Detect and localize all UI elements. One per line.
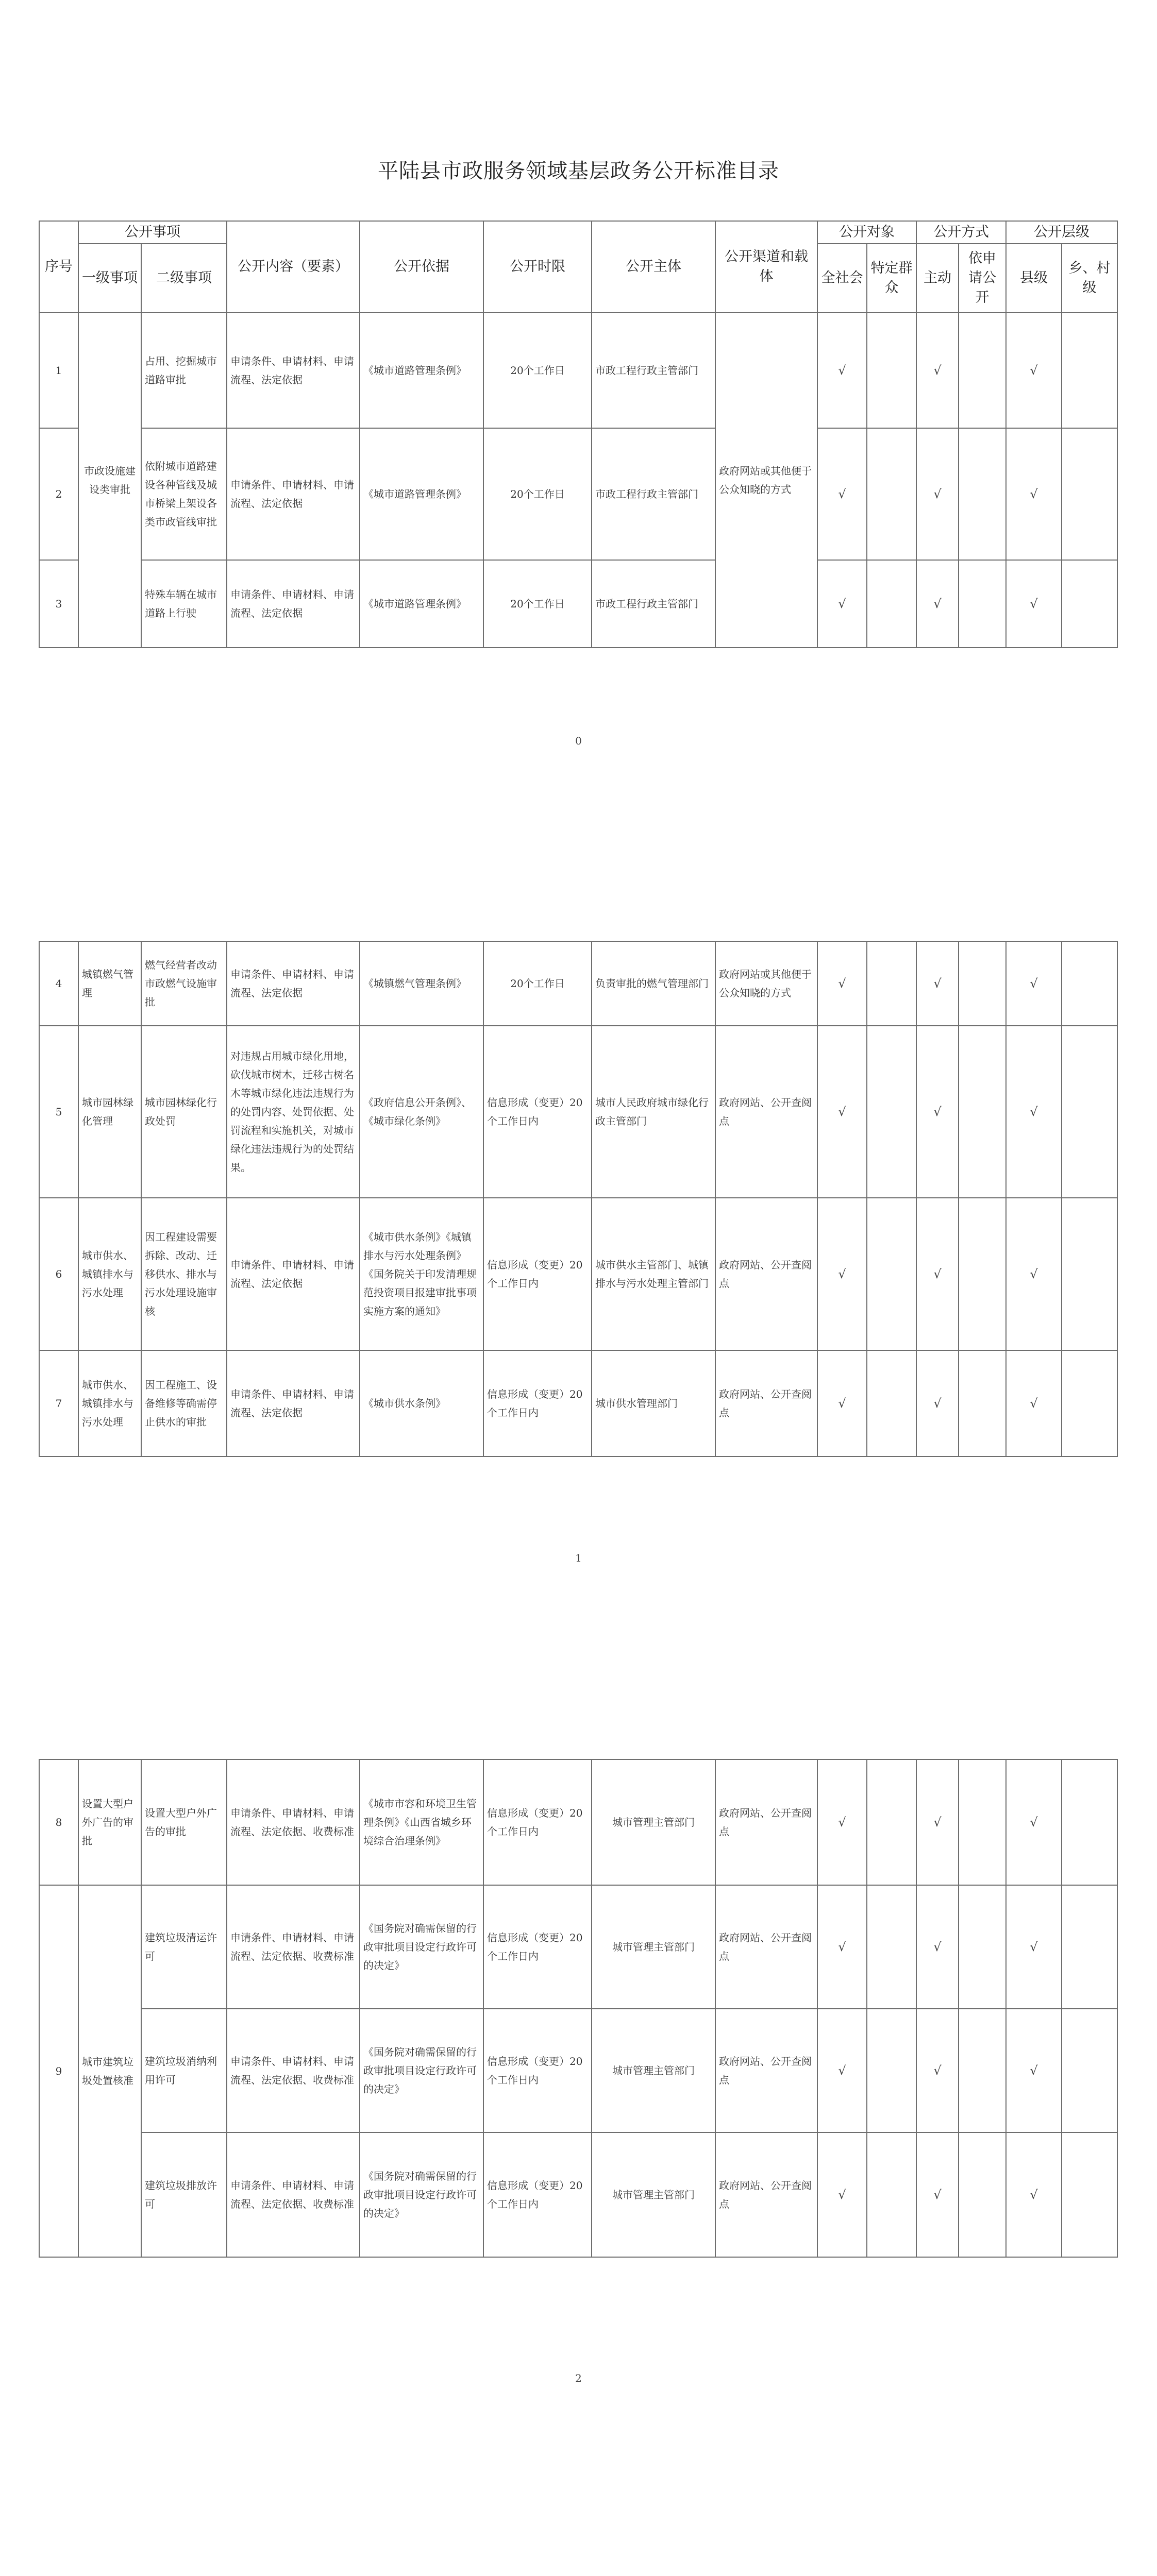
- check-mark: √: [817, 1026, 867, 1198]
- row-level1: 市政设施建设类审批: [78, 313, 141, 648]
- row-timelimit: 信息形成（变更）20个工作日内: [483, 1350, 592, 1456]
- header-method-active: 主动: [916, 244, 959, 313]
- row-level2: 城市园林绿化行政处罚: [141, 1026, 227, 1198]
- row-level2: 设置大型户外广告的审批: [141, 1759, 227, 1885]
- row-level2: 建筑垃圾排放许可: [141, 2132, 227, 2257]
- check-mark: √: [817, 1759, 867, 1885]
- row-basis: 《城市供水条例》《城镇排水与污水处理条例》《国务院关于印发清理规范投资项目报建审批事项实施方案的通知》: [360, 1198, 483, 1350]
- row-subject: 城市供水管理部门: [592, 1350, 715, 1456]
- row-level1: 城市供水、城镇排水与污水处理: [78, 1350, 141, 1456]
- row-timelimit: 20个工作日: [483, 941, 592, 1026]
- table-row: [39, 1198, 1117, 1350]
- header-methods: 公开方式: [916, 221, 1006, 244]
- row-channel: 政府网站或其他便于公众知晓的方式: [715, 941, 817, 1026]
- header-level-town: 乡、村级: [1062, 244, 1117, 313]
- table-page-1: [39, 221, 1118, 648]
- table-page-3: [39, 1759, 1118, 2258]
- row-no: 2: [39, 428, 78, 560]
- row-no: 5: [39, 1026, 78, 1198]
- row-no: 3: [39, 560, 78, 648]
- row-timelimit: 信息形成（变更）20个工作日内: [483, 1198, 592, 1350]
- row-basis: 《国务院对确需保留的行政审批项目设定行政许可的决定》: [360, 2009, 483, 2132]
- header-obj-all: 全社会: [817, 244, 867, 313]
- row-content: 申请条件、申请材料、申请流程、法定依据、收费标准: [227, 2132, 360, 2257]
- row-timelimit: 信息形成（变更）20个工作日内: [483, 1026, 592, 1198]
- row-subject: 负责审批的燃气管理部门: [592, 941, 715, 1026]
- row-level2: 特殊车辆在城市道路上行驶: [141, 560, 227, 648]
- row-basis: 《城镇燃气管理条例》: [360, 941, 483, 1026]
- row-subject: 城市人民政府城市绿化行政主管部门: [592, 1026, 715, 1198]
- check-mark: √: [817, 2009, 867, 2132]
- header-timelimit: 公开时限: [483, 221, 592, 313]
- row-basis: 《城市市容和环境卫生管理条例》《山西省城乡环境综合治理条例》: [360, 1759, 483, 1885]
- check-mark: √: [1006, 2009, 1062, 2132]
- row-level1: 城市建筑垃圾处置核准: [78, 1885, 141, 2257]
- header-matters: 公开事项: [78, 221, 227, 244]
- check-mark: √: [817, 560, 867, 648]
- row-subject: 市政工程行政主管部门: [592, 428, 715, 560]
- row-subject: 城市管理主管部门: [592, 2009, 715, 2132]
- check-mark: √: [916, 1759, 959, 1885]
- header-level-county: 县级: [1006, 244, 1062, 313]
- row-no: 7: [39, 1350, 78, 1456]
- check-mark: √: [1006, 1198, 1062, 1350]
- row-subject: 市政工程行政主管部门: [592, 313, 715, 428]
- header-level2: 二级事项: [141, 244, 227, 313]
- row-content: 申请条件、申请材料、申请流程、法定依据: [227, 560, 360, 648]
- header-channel: 公开渠道和载体: [715, 221, 817, 313]
- row-basis: 《城市供水条例》: [360, 1350, 483, 1456]
- check-mark: √: [916, 428, 959, 560]
- row-content: 申请条件、申请材料、申请流程、法定依据: [227, 1198, 360, 1350]
- row-basis: 《城市道路管理条例》: [360, 428, 483, 560]
- header-subject: 公开主体: [592, 221, 715, 313]
- check-mark: √: [1006, 1759, 1062, 1885]
- table-row: [39, 560, 1117, 648]
- check-mark: √: [1006, 1026, 1062, 1198]
- row-level2: 建筑垃圾清运许可: [141, 1885, 227, 2009]
- check-mark: √: [1006, 1885, 1062, 2009]
- check-mark: √: [817, 1198, 867, 1350]
- row-subject: 市政工程行政主管部门: [592, 560, 715, 648]
- check-mark: √: [916, 1198, 959, 1350]
- header-content: 公开内容（要素）: [227, 221, 360, 313]
- header-obj-specific: 特定群众: [867, 244, 916, 313]
- check-mark: √: [916, 941, 959, 1026]
- row-basis: 《国务院对确需保留的行政审批项目设定行政许可的决定》: [360, 2132, 483, 2257]
- header-basis: 公开依据: [360, 221, 483, 313]
- row-content: 申请条件、申请材料、申请流程、法定依据: [227, 1350, 360, 1456]
- row-timelimit: 信息形成（变更）20个工作日内: [483, 2009, 592, 2132]
- check-mark: √: [1006, 1350, 1062, 1456]
- page-title: 平陆县市政服务领域基层政务公开标准目录: [378, 159, 779, 183]
- header-level1: 一级事项: [78, 244, 141, 313]
- row-basis: 《城市道路管理条例》: [360, 313, 483, 428]
- check-mark: √: [1006, 560, 1062, 648]
- check-mark: √: [916, 1885, 959, 2009]
- row-basis: 《城市道路管理条例》: [360, 560, 483, 648]
- page-number: 2: [575, 2372, 582, 2384]
- check-mark: √: [817, 1350, 867, 1456]
- check-mark: √: [817, 2132, 867, 2257]
- check-mark: √: [1006, 313, 1062, 428]
- table-row: [39, 2009, 1117, 2132]
- header-levels: 公开层级: [1006, 221, 1117, 244]
- row-level2: 因工程施工、设备维修等确需停止供水的审批: [141, 1350, 227, 1456]
- row-level2: 建筑垃圾消纳利用许可: [141, 2009, 227, 2132]
- row-content: 申请条件、申请材料、申请流程、法定依据、收费标准: [227, 1885, 360, 2009]
- row-channel: 政府网站、公开查阅点: [715, 1350, 817, 1456]
- table-row: [39, 1885, 1117, 2009]
- check-mark: √: [1006, 2132, 1062, 2257]
- row-content: 申请条件、申请材料、申请流程、法定依据: [227, 428, 360, 560]
- check-mark: √: [916, 313, 959, 428]
- row-channel: 政府网站、公开查阅点: [715, 1885, 817, 2009]
- row-level1: 城镇燃气管理: [78, 941, 141, 1026]
- row-timelimit: 20个工作日: [483, 560, 592, 648]
- check-mark: √: [817, 428, 867, 560]
- row-channel: 政府网站或其他便于公众知晓的方式: [715, 313, 817, 648]
- row-no: 8: [39, 1759, 78, 1885]
- row-no: 1: [39, 313, 78, 428]
- check-mark: √: [916, 560, 959, 648]
- check-mark: √: [916, 2132, 959, 2257]
- row-level2: 占用、挖掘城市道路审批: [141, 313, 227, 428]
- row-level1: 设置大型户外广告的审批: [78, 1759, 141, 1885]
- row-channel: 政府网站、公开查阅点: [715, 1026, 817, 1198]
- row-level2: 依附城市道路建设各种管线及城市桥梁上架设各类市政管线审批: [141, 428, 227, 560]
- row-channel: 政府网站、公开查阅点: [715, 1759, 817, 1885]
- check-mark: √: [817, 1885, 867, 2009]
- row-content: 申请条件、申请材料、申请流程、法定依据、收费标准: [227, 1759, 360, 1885]
- check-mark: √: [916, 2009, 959, 2132]
- check-mark: √: [1006, 428, 1062, 560]
- table-page-2: [39, 941, 1118, 1457]
- row-basis: 《政府信息公开条例》、《城市绿化条例》: [360, 1026, 483, 1198]
- table-row: [39, 428, 1117, 560]
- table-row: [39, 1350, 1117, 1456]
- row-no: 9: [39, 1885, 78, 2257]
- row-level1: 城市园林绿化管理: [78, 1026, 141, 1198]
- table-row: [39, 1026, 1117, 1198]
- row-content: 申请条件、申请材料、申请流程、法定依据: [227, 941, 360, 1026]
- row-channel: 政府网站、公开查阅点: [715, 2009, 817, 2132]
- row-content: 对违规占用城市绿化用地，砍伐城市树木，迁移古树名木等城市绿化违法违规行为的处罚内容、处罚依据、处罚流程和实施机关，对城市绿化违法违规行为的处罚结果。: [227, 1026, 360, 1198]
- row-timelimit: 20个工作日: [483, 313, 592, 428]
- header-objects: 公开对象: [817, 221, 916, 244]
- header-method-apply: 依申请公开: [959, 244, 1006, 313]
- row-level2: 因工程建设需要拆除、改动、迁移供水、排水与污水处理设施审核: [141, 1198, 227, 1350]
- check-mark: √: [916, 1026, 959, 1198]
- table-row: [39, 1759, 1117, 1885]
- row-timelimit: 信息形成（变更）20个工作日内: [483, 1885, 592, 2009]
- row-level1: 城市供水、城镇排水与污水处理: [78, 1198, 141, 1350]
- row-content: 申请条件、申请材料、申请流程、法定依据: [227, 313, 360, 428]
- row-no: 4: [39, 941, 78, 1026]
- row-basis: 《国务院对确需保留的行政审批项目设定行政许可的决定》: [360, 1885, 483, 2009]
- row-no: 6: [39, 1198, 78, 1350]
- page-number: 0: [575, 735, 582, 747]
- check-mark: √: [817, 313, 867, 428]
- table-row: [39, 2132, 1117, 2257]
- check-mark: √: [916, 1350, 959, 1456]
- header-seq: 序号: [39, 221, 78, 313]
- row-subject: 城市管理主管部门: [592, 2132, 715, 2257]
- row-subject: 城市管理主管部门: [592, 1759, 715, 1885]
- check-mark: √: [1006, 941, 1062, 1026]
- row-subject: 城市供水主管部门、城镇排水与污水处理主管部门: [592, 1198, 715, 1350]
- row-content: 申请条件、申请材料、申请流程、法定依据、收费标准: [227, 2009, 360, 2132]
- page-number: 1: [575, 1552, 582, 1564]
- row-channel: 政府网站、公开查阅点: [715, 1198, 817, 1350]
- row-subject: 城市管理主管部门: [592, 1885, 715, 2009]
- row-timelimit: 20个工作日: [483, 428, 592, 560]
- row-channel: 政府网站、公开查阅点: [715, 2132, 817, 2257]
- check-mark: √: [817, 941, 867, 1026]
- row-level2: 燃气经营者改动市政燃气设施审批: [141, 941, 227, 1026]
- row-timelimit: 信息形成（变更）20个工作日内: [483, 2132, 592, 2257]
- row-timelimit: 信息形成（变更）20个工作日内: [483, 1759, 592, 1885]
- table-row: [39, 941, 1117, 1026]
- table-row: [39, 313, 1117, 428]
